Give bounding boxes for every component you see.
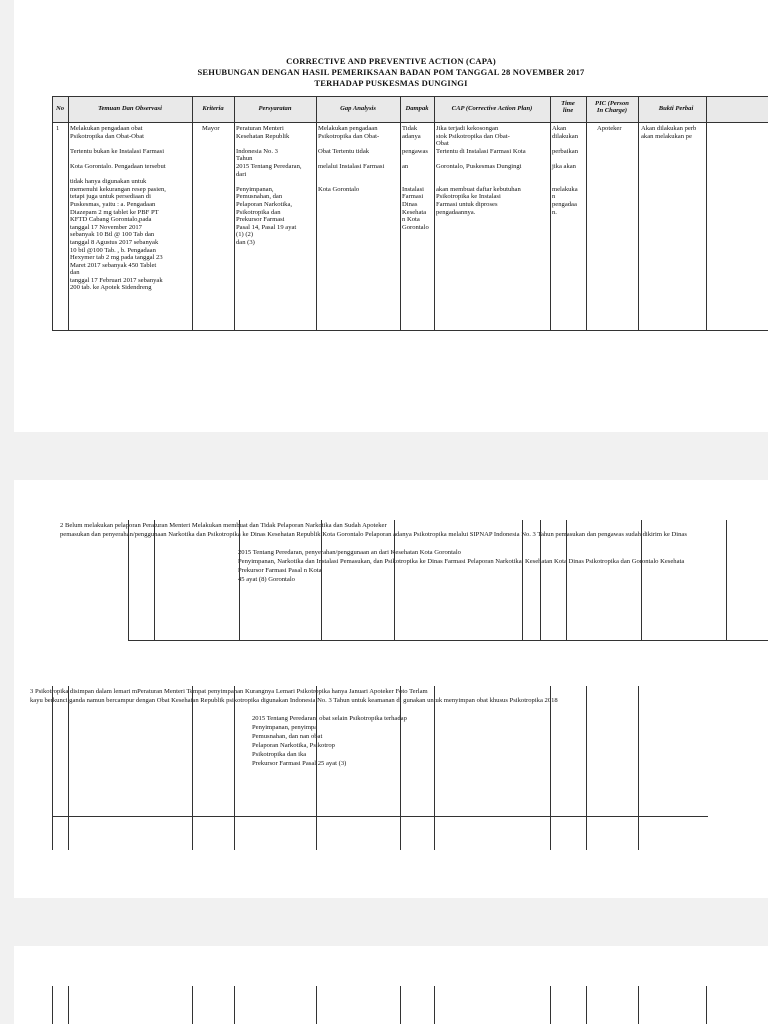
cell-line: Obat (436, 140, 449, 148)
cell-line (402, 178, 429, 186)
document-page-1 (14, 0, 768, 432)
cell-line: n Kota (402, 216, 420, 224)
cell-line: Kesehata (402, 208, 427, 216)
cell-line: memenuhi kekurangan resep pasien, (70, 185, 166, 193)
cell-line: Psikotropika dan Obat- (318, 132, 380, 140)
cell-line: Tertentu bukan ke Instalasi Farmasi (70, 147, 165, 155)
cell-line (552, 171, 578, 179)
cell-line: 200 tab. ke Apotek Sidendreng (70, 284, 152, 292)
row1-pic: Apoteker (597, 125, 622, 132)
cell-line (318, 155, 384, 163)
row2-line-2: pemasukan dan penyerahan/penggunaan Narkotika dan Psikotropika ke Dinas Kesehatan Republik Kota Gorontalo Pelaporan adanya Psikotropika melalui SIPNAP Indonesia No. 3 Tahun pemasukan dan pengawas sudah dikirim ke Dinas (60, 531, 687, 538)
cell-line (436, 155, 526, 163)
row1-timeline (552, 125, 578, 216)
row1-no: 1 (56, 125, 60, 132)
cell-line: Instalasi (402, 185, 424, 193)
cell-line (236, 178, 302, 186)
cell-line: Pasal 14, Pasal 19 ayat (236, 223, 297, 231)
cell-line: Akan (552, 125, 567, 132)
doc-title-line-3: TERHADAP PUSKESMAS DUNGINGI (314, 78, 468, 88)
row3-line-5: Pemusnahan, dan nan obat (252, 733, 323, 740)
cell-line: KFTD Cabang Gorontalo,pada (70, 216, 152, 224)
cell-line: n. (552, 208, 557, 216)
row1-temuan (70, 125, 166, 292)
cell-line (318, 140, 384, 148)
cell-line: pengadaa (552, 200, 577, 208)
row2-line-3: 2015 Tentang Peredaran, penyerahan/penggunaan an dari Kesehatan Kota Gorontalo (238, 549, 461, 556)
cell-line: Pelaporan Narkotika, (236, 200, 293, 208)
cell-line: Tidak (402, 125, 418, 132)
cell-line: tanggal 8 Agustus 2017 sebanyak (70, 238, 159, 246)
cell-line: Melakukan pengadaan (318, 125, 378, 132)
cell-line: Prekursor Farmasi (236, 216, 285, 224)
cell-line: tanggal 17 November 2017 (70, 223, 142, 231)
cell-line: Akan dilakukan perb (641, 125, 697, 132)
cell-line (70, 140, 166, 148)
cell-line: Gorontalo (402, 223, 429, 231)
cell-line: Kota Gorontalo (318, 185, 360, 193)
row3-line-6: Pelaporan Narkotika, Psikotrop (252, 742, 335, 749)
row1-bukti (641, 125, 696, 140)
cell-line: n (552, 193, 556, 201)
cell-line (402, 171, 429, 179)
cell-line: tidak hanya digunakan untuk (70, 178, 147, 186)
cell-line: Melakukan pengadaan obat (70, 125, 143, 132)
row3-line-7: Psikotropika dan ika (252, 751, 307, 758)
cell-line: sebanyak 10 Btl @ 100 Tab dan (70, 231, 155, 239)
cell-line: tetapi juga untuk persediaan di (70, 193, 151, 201)
cell-line: akan melakukan pe (641, 132, 692, 140)
cell-line: Jika terjadi kekosongan (436, 125, 499, 132)
cell-line (552, 140, 578, 148)
row3-line-2: kayu berkunci ganda namun bercampur dengan Obat Kesehatan Republik psikotropika digunakan Indonesia No. 3 Tahun untuk keamanan di gunakan untuk menyimpan obat khusus Psikotropika 2018 (30, 697, 558, 704)
document-page-2 (14, 480, 768, 898)
cell-line: Kota Gorontalo. Pengadaan tersebut (70, 162, 166, 170)
cell-line (236, 140, 302, 148)
row2-line-1: 2 Belum melakukan pelaporan Peraturan Menteri Melakukan membuat dan Tidak Pelaporan Narkotika dan Sudah Apoteker (60, 522, 387, 529)
cell-line: pengawas (402, 147, 428, 155)
cell-line: Obat Tertentu tidak (318, 147, 370, 155)
cell-line: pengadaannya. (436, 208, 476, 216)
cell-line: Maret 2017 sebanyak 450 Tablet (70, 261, 157, 269)
cell-line: tanggal 17 Februari 2017 sebanyak (70, 276, 163, 284)
cell-line: Indonesia No. 3 (236, 147, 278, 155)
row2-line-4: Penyimpanan, Narkotika dan Instalasi Pemasukan, dan Psikotropika ke Dinas Farmasi Pelaporan Narkotika, Kesehatan Kota Dinas Psikotropika dan Gorontalo Kesehata (238, 558, 685, 565)
cell-line: dan (70, 269, 80, 277)
header-pic: PIC (Person In Charge) (595, 100, 629, 115)
cell-line (318, 178, 384, 186)
header-timeline: Time line (561, 100, 575, 115)
cell-line (552, 155, 578, 163)
cell-line: Gorontalo, Puskesmas Dungingi (436, 162, 522, 170)
cell-line: Tahun (236, 155, 253, 163)
row1-cap (436, 125, 526, 216)
cell-line: dilakukan (552, 132, 579, 140)
cell-line: Farmasi untuk diproses (436, 200, 498, 208)
row1-dampak (402, 125, 429, 231)
header-dampak: Dampak (405, 105, 429, 112)
cell-line: stok Psikotropika dan Obat- (436, 132, 510, 140)
cell-line: an (402, 162, 409, 170)
cell-line: (1) (2) (236, 231, 254, 239)
header-no: No (55, 105, 65, 112)
cell-line: Psikotropika dan (236, 208, 281, 216)
cell-line: Penyimpanan, (236, 185, 274, 193)
cell-line: adanya (402, 132, 421, 140)
cell-line (402, 155, 429, 163)
doc-title-line-2: SEHUBUNGAN DENGAN HASIL PEMERIKSAAN BADAN POM TANGGAL 28 NOVEMBER 2017 (197, 67, 585, 77)
cell-line: Farmasi (402, 193, 424, 201)
row3-line-8: Prekursor Farmasi Pasal 25 ayat (3) (252, 760, 347, 767)
row1-kriteria: Mayor (202, 125, 220, 132)
cell-line: melakuka (552, 185, 578, 193)
cell-line: Dinas (402, 200, 418, 208)
row2-line-5: Prekursor Farmasi Pasal n Kota (238, 567, 322, 574)
cell-line: jika akan (552, 162, 576, 170)
header-bukti: Bukti Perbai (658, 105, 694, 112)
cell-line: dari (236, 170, 247, 178)
cell-line: Kesehatan Republik (236, 132, 290, 140)
header-gap: Gap Analysis (340, 105, 376, 112)
cell-line (436, 178, 526, 186)
row2-line-6: 45 ayat (8) Gorontalo (238, 576, 295, 583)
document-page-3 (14, 946, 768, 1024)
cell-line: perbaikan (552, 147, 578, 155)
row1-gap (318, 125, 384, 193)
cell-line: dan (3) (236, 238, 255, 246)
cell-line: Pemusnahan, dan (236, 193, 283, 201)
header-kriteria: Kriteria (202, 105, 224, 112)
cell-line (402, 140, 429, 148)
cell-line: Diazepam 2 mg tablet ke PBF PT (70, 208, 159, 216)
cell-line: Puskesmas, yaitu : a. Pengadaan (70, 200, 156, 208)
cell-line: Tertentu di Instalasi Farmasi Kota (436, 147, 526, 155)
header-cap: CAP (Corrective Action Plan) (451, 105, 533, 112)
cell-line (70, 155, 166, 163)
cell-line (552, 178, 578, 186)
cell-line (436, 171, 526, 179)
cell-line: melalui Instalasi Farmasi (318, 162, 385, 170)
cell-line (70, 171, 166, 179)
header-persyaratan: Persyaratan (258, 105, 292, 112)
row3-line-4: Penyimpanan, penyimpa (252, 724, 318, 731)
row1-persyaratan (236, 125, 302, 247)
cell-line: Peraturan Menteri (236, 125, 284, 132)
cell-line: akan membuat daftar kebutuhan (436, 185, 521, 193)
cell-line: Psikotropika dan Obat-Obat (70, 132, 144, 140)
row3-line-1: 3 Psikotropika disimpan dalam lemari mPeraturan Menteri Tempat penyimpanan Kurangnya Lemari Psikotropika hanya Januari Apoteker Foto Terlam (30, 688, 428, 695)
row3-line-3: 2015 Tentang Peredaran, obat selain Psikotropika terhadap (252, 715, 407, 722)
cell-line: 10 btl @100 Tab. , b. Pengadaan (70, 246, 156, 254)
cell-line: Psikotropika ke Instalasi (436, 193, 501, 201)
cell-line: Hexymer tab 2 mg pada tanggal 23 (70, 254, 163, 262)
cell-line (318, 171, 384, 179)
cell-line: 2015 Tentang Peredaran, (236, 162, 302, 170)
doc-title-line-1: CORRECTIVE AND PREVENTIVE ACTION (CAPA) (286, 56, 496, 66)
header-temuan: Temuan Dan Observasi (98, 105, 162, 112)
